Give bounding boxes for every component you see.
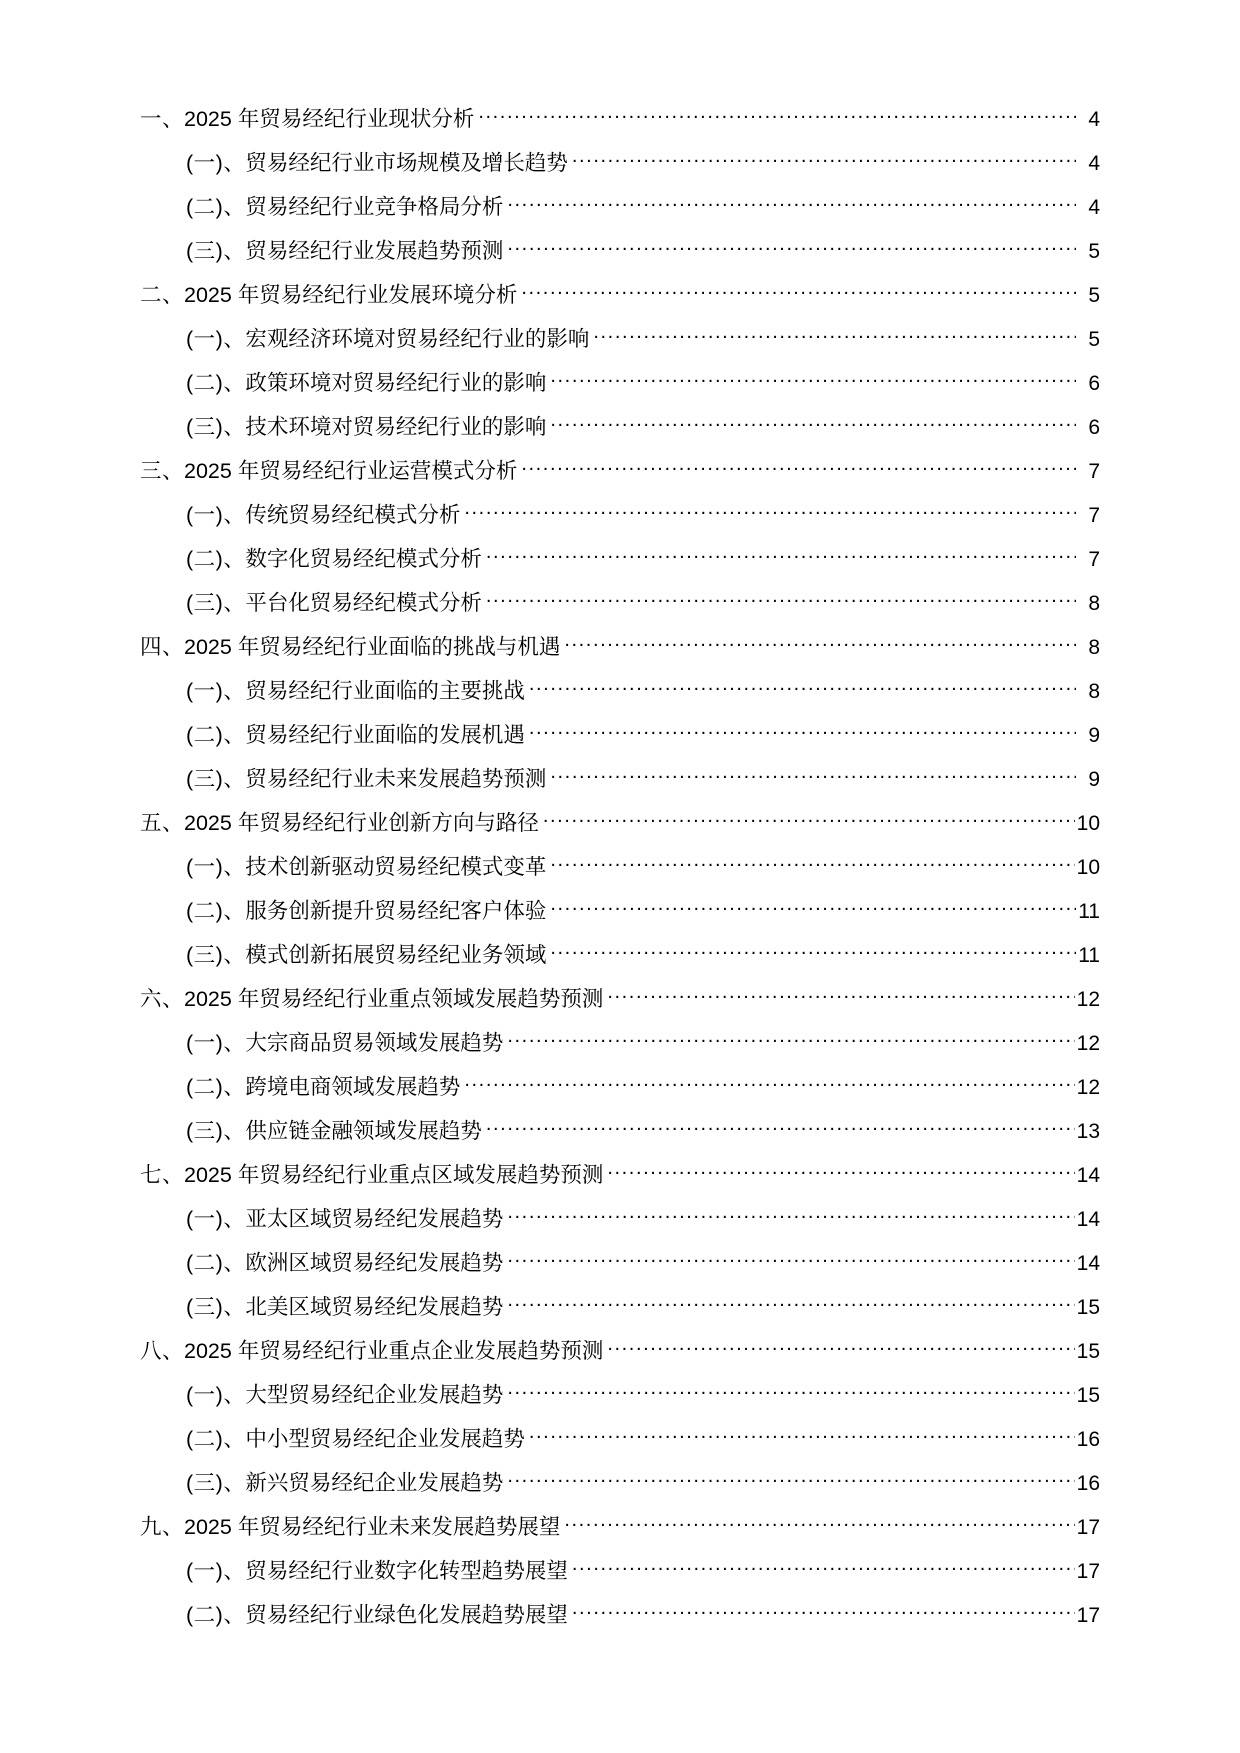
toc-entry-title: 2025 年贸易经纪行业发展环境分析: [184, 282, 518, 307]
toc-entry-title: 贸易经纪行业面临的发展机遇: [245, 722, 525, 747]
toc-entry-title: 新兴贸易经纪企业发展趋势: [245, 1470, 504, 1495]
toc-entry-page-number: 16: [1076, 1427, 1100, 1451]
toc-entry-number: (二)、: [186, 898, 246, 923]
toc-entry[interactable]: [140, 764, 1100, 790]
toc-entry-number: (一)、: [186, 1030, 246, 1055]
toc-entry-title: 北美区域贸易经纪发展趋势: [245, 1294, 504, 1319]
toc-leader-dots: [593, 324, 1076, 346]
toc-entry-title: 2025 年贸易经纪行业重点区域发展趋势预测: [184, 1162, 604, 1187]
table-of-contents: [140, 104, 1100, 1626]
toc-entry-title: 2025 年贸易经纪行业重点领域发展趋势预测: [184, 986, 604, 1011]
toc-leader-dots: [607, 984, 1074, 1006]
toc-entry-title: 2025 年贸易经纪行业现状分析: [184, 106, 475, 131]
toc-leader-dots: [521, 280, 1076, 302]
toc-leader-dots: [486, 1116, 1075, 1138]
toc-entry[interactable]: [140, 1292, 1100, 1318]
toc-entry[interactable]: [140, 104, 1100, 130]
toc-entry-page-number: 17: [1076, 1515, 1100, 1539]
toc-entry-title: 2025 年贸易经纪行业面临的挑战与机遇: [184, 634, 561, 659]
toc-entry-title: 服务创新提升贸易经纪客户体验: [245, 898, 547, 923]
toc-entry[interactable]: [140, 720, 1100, 746]
toc-entry-title: 贸易经纪行业未来发展趋势预测: [245, 766, 547, 791]
toc-entry[interactable]: [140, 588, 1100, 614]
toc-leader-dots: [507, 192, 1076, 214]
toc-entry-title: 宏观经济环境对贸易经纪行业的影响: [245, 326, 590, 351]
toc-entry[interactable]: [140, 1116, 1100, 1142]
toc-entry-page-number: 5: [1088, 283, 1100, 307]
toc-entry-title: 平台化贸易经纪模式分析: [245, 590, 482, 615]
toc-entry[interactable]: [140, 632, 1100, 658]
toc-leader-dots: [550, 852, 1074, 874]
toc-leader-dots: [550, 940, 1076, 962]
toc-entry-number: (一)、: [186, 1206, 246, 1231]
toc-entry-title: 模式创新拓展贸易经纪业务领域: [245, 942, 547, 967]
toc-entry-page-number: 15: [1076, 1295, 1100, 1319]
toc-entry-number: (三)、: [186, 1118, 246, 1143]
toc-entry[interactable]: [140, 1556, 1100, 1582]
toc-leader-dots: [507, 1468, 1074, 1490]
toc-entry[interactable]: [140, 1028, 1100, 1054]
toc-entry-number: (一)、: [186, 150, 246, 175]
toc-entry-number: (一)、: [186, 1382, 246, 1407]
toc-entry[interactable]: [140, 456, 1100, 482]
toc-entry-page-number: 6: [1088, 415, 1100, 439]
toc-entry-number: (三)、: [186, 590, 246, 615]
toc-entry-page-number: 16: [1076, 1471, 1100, 1495]
toc-entry-title: 中小型贸易经纪企业发展趋势: [245, 1426, 525, 1451]
toc-leader-dots: [607, 1336, 1074, 1358]
toc-entry[interactable]: [140, 148, 1100, 174]
toc-entry-page-number: 13: [1076, 1119, 1100, 1143]
toc-entry[interactable]: [140, 1072, 1100, 1098]
toc-entry-number: (三)、: [186, 942, 246, 967]
toc-entry[interactable]: [140, 1380, 1100, 1406]
toc-entry[interactable]: [140, 1600, 1100, 1626]
toc-entry[interactable]: [140, 280, 1100, 306]
toc-entry-number: 五、: [140, 810, 185, 835]
toc-entry[interactable]: [140, 896, 1100, 922]
toc-entry-title: 贸易经纪行业发展趋势预测: [245, 238, 504, 263]
toc-leader-dots: [507, 1204, 1074, 1226]
toc-entry-number: (二)、: [186, 370, 246, 395]
toc-entry-number: (二)、: [186, 1426, 246, 1451]
toc-entry-number: (二)、: [186, 1074, 246, 1099]
toc-entry-number: 三、: [140, 458, 185, 483]
toc-entry-number: 一、: [140, 106, 185, 131]
toc-entry[interactable]: [140, 368, 1100, 394]
toc-leader-dots: [529, 1424, 1075, 1446]
toc-entry-page-number: 12: [1076, 1075, 1100, 1099]
toc-entry-page-number: 11: [1078, 943, 1100, 967]
toc-entry-page-number: 12: [1076, 1031, 1100, 1055]
toc-entry[interactable]: [140, 940, 1100, 966]
toc-entry[interactable]: [140, 236, 1100, 262]
toc-entry[interactable]: [140, 500, 1100, 526]
toc-leader-dots: [507, 1380, 1074, 1402]
toc-leader-dots: [572, 1556, 1075, 1578]
toc-entry-page-number: 12: [1076, 987, 1100, 1011]
toc-entry-title: 欧洲区域贸易经纪发展趋势: [245, 1250, 504, 1275]
toc-entry-number: 四、: [140, 634, 185, 659]
toc-entry-number: (三)、: [186, 414, 246, 439]
toc-leader-dots: [550, 368, 1076, 390]
toc-leader-dots: [507, 1028, 1074, 1050]
toc-entry[interactable]: [140, 984, 1100, 1010]
toc-entry-number: (三)、: [186, 238, 246, 263]
toc-leader-dots: [572, 1600, 1075, 1622]
toc-entry-number: 七、: [140, 1162, 185, 1187]
toc-entry[interactable]: [140, 544, 1100, 570]
toc-entry-page-number: 9: [1088, 767, 1100, 791]
toc-leader-dots: [550, 896, 1076, 918]
toc-entry-page-number: 4: [1088, 151, 1100, 175]
toc-entry-title: 贸易经纪行业绿色化发展趋势展望: [245, 1602, 568, 1627]
toc-entry[interactable]: [140, 1468, 1100, 1494]
toc-leader-dots: [464, 500, 1076, 522]
toc-entry-page-number: 7: [1088, 547, 1100, 571]
toc-leader-dots: [478, 104, 1076, 126]
toc-entry-title: 贸易经纪行业面临的主要挑战: [245, 678, 525, 703]
toc-entry-page-number: 8: [1088, 635, 1100, 659]
toc-entry-number: 二、: [140, 282, 185, 307]
toc-entry[interactable]: [140, 412, 1100, 438]
toc-entry-number: (三)、: [186, 1294, 246, 1319]
toc-entry-title: 2025 年贸易经纪行业未来发展趋势展望: [184, 1514, 561, 1539]
toc-entry-page-number: 8: [1088, 591, 1100, 615]
toc-entry-number: (二)、: [186, 194, 246, 219]
toc-leader-dots: [543, 808, 1075, 830]
toc-entry[interactable]: [140, 1204, 1100, 1230]
toc-entry-page-number: 4: [1088, 107, 1100, 131]
toc-entry-number: (二)、: [186, 1602, 246, 1627]
toc-entry-page-number: 17: [1076, 1559, 1100, 1583]
toc-leader-dots: [507, 236, 1076, 258]
toc-entry[interactable]: [140, 1160, 1100, 1186]
toc-entry[interactable]: [140, 1512, 1100, 1538]
toc-entry-title: 数字化贸易经纪模式分析: [245, 546, 482, 571]
toc-entry-title: 2025 年贸易经纪行业创新方向与路径: [184, 810, 539, 835]
toc-entry-page-number: 14: [1076, 1163, 1100, 1187]
toc-entry-title: 大宗商品贸易领域发展趋势: [245, 1030, 504, 1055]
toc-entry-number: (一)、: [186, 854, 246, 879]
toc-entry-page-number: 10: [1076, 855, 1100, 879]
toc-entry[interactable]: [140, 808, 1100, 834]
toc-entry[interactable]: [140, 676, 1100, 702]
toc-entry-title: 供应链金融领域发展趋势: [245, 1118, 482, 1143]
toc-entry-number: (一)、: [186, 502, 246, 527]
toc-leader-dots: [464, 1072, 1074, 1094]
toc-entry-title: 传统贸易经纪模式分析: [245, 502, 461, 527]
toc-leader-dots: [521, 456, 1076, 478]
toc-leader-dots: [564, 1512, 1074, 1534]
toc-leader-dots: [572, 148, 1076, 170]
toc-entry-title: 贸易经纪行业市场规模及增长趋势: [245, 150, 568, 175]
toc-entry-title: 技术创新驱动贸易经纪模式变革: [245, 854, 547, 879]
toc-entry-page-number: 10: [1076, 811, 1100, 835]
toc-entry-page-number: 4: [1088, 195, 1100, 219]
toc-leader-dots: [564, 632, 1076, 654]
toc-entry-number: (三)、: [186, 1470, 246, 1495]
toc-entry[interactable]: [140, 324, 1100, 350]
toc-entry-title: 技术环境对贸易经纪行业的影响: [245, 414, 547, 439]
toc-entry[interactable]: [140, 1336, 1100, 1362]
toc-entry-page-number: 17: [1076, 1603, 1100, 1627]
toc-entry-number: (一)、: [186, 1558, 246, 1583]
toc-entry-title: 2025 年贸易经纪行业重点企业发展趋势预测: [184, 1338, 604, 1363]
toc-entry-number: (三)、: [186, 766, 246, 791]
toc-leader-dots: [529, 676, 1076, 698]
toc-entry-number: 九、: [140, 1514, 185, 1539]
toc-leader-dots: [507, 1248, 1074, 1270]
toc-leader-dots: [486, 544, 1076, 566]
toc-leader-dots: [550, 412, 1076, 434]
toc-entry-page-number: 8: [1088, 679, 1100, 703]
toc-leader-dots: [550, 764, 1076, 786]
toc-entry-page-number: 14: [1076, 1251, 1100, 1275]
toc-entry-number: 六、: [140, 986, 185, 1011]
toc-entry[interactable]: [140, 852, 1100, 878]
toc-entry-number: 八、: [140, 1338, 185, 1363]
toc-entry-title: 亚太区域贸易经纪发展趋势: [245, 1206, 504, 1231]
toc-entry-page-number: 5: [1088, 239, 1100, 263]
toc-entry-number: (二)、: [186, 546, 246, 571]
toc-entry-title: 大型贸易经纪企业发展趋势: [245, 1382, 504, 1407]
toc-entry-title: 贸易经纪行业竞争格局分析: [245, 194, 504, 219]
toc-leader-dots: [529, 720, 1076, 742]
toc-entry[interactable]: [140, 1248, 1100, 1274]
toc-entry-number: (二)、: [186, 722, 246, 747]
toc-entry-page-number: 9: [1088, 723, 1100, 747]
toc-entry-page-number: 15: [1076, 1383, 1100, 1407]
toc-entry-number: (二)、: [186, 1250, 246, 1275]
toc-entry-page-number: 11: [1078, 899, 1100, 923]
toc-entry-title: 跨境电商领域发展趋势: [245, 1074, 461, 1099]
toc-leader-dots: [607, 1160, 1074, 1182]
toc-entry-page-number: 15: [1076, 1339, 1100, 1363]
toc-entry-page-number: 14: [1076, 1207, 1100, 1231]
toc-leader-dots: [486, 588, 1076, 610]
toc-entry-number: (一)、: [186, 678, 246, 703]
toc-entry-page-number: 5: [1088, 327, 1100, 351]
toc-entry-page-number: 7: [1088, 459, 1100, 483]
toc-leader-dots: [507, 1292, 1074, 1314]
toc-entry-title: 2025 年贸易经纪行业运营模式分析: [184, 458, 518, 483]
toc-entry-title: 贸易经纪行业数字化转型趋势展望: [245, 1558, 568, 1583]
toc-entry[interactable]: [140, 192, 1100, 218]
toc-entry[interactable]: [140, 1424, 1100, 1450]
toc-entry-number: (一)、: [186, 326, 246, 351]
toc-entry-page-number: 7: [1088, 503, 1100, 527]
toc-entry-title: 政策环境对贸易经纪行业的影响: [245, 370, 547, 395]
toc-entry-page-number: 6: [1088, 371, 1100, 395]
